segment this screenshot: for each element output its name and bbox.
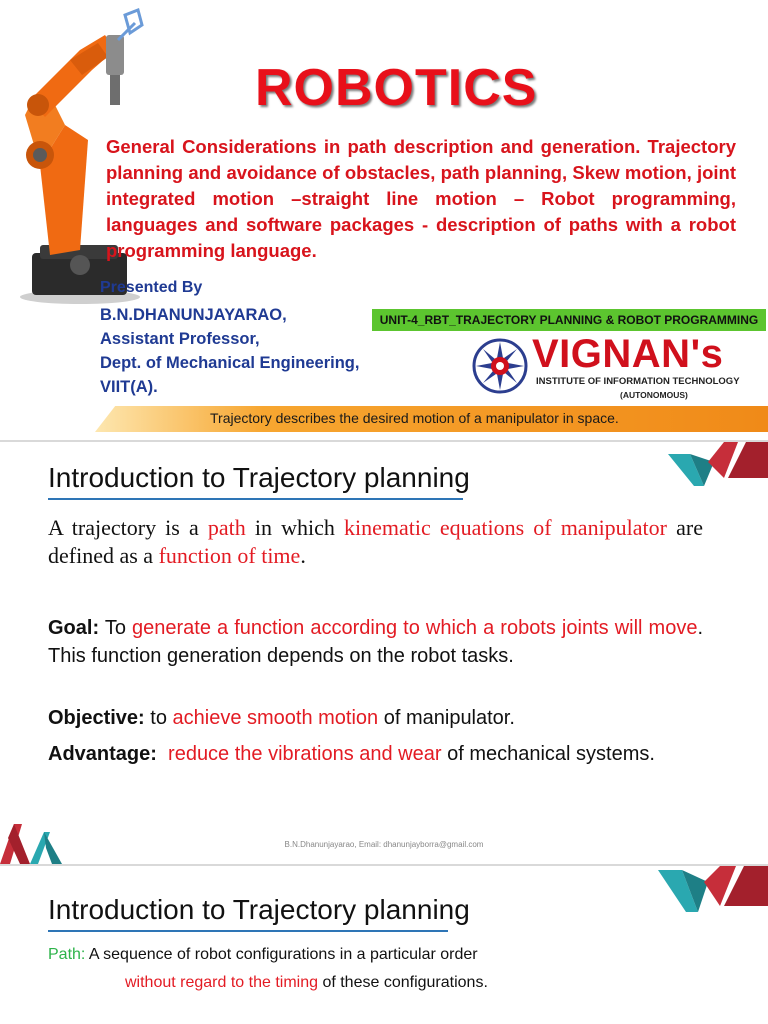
corner-logo-shape (668, 442, 768, 492)
presenter-institution: VIIT(A). (100, 378, 158, 396)
unit-badge: UNIT-4_RBT_TRAJECTORY PLANNING & ROBOT PROGRAMMING (372, 309, 766, 331)
advantage-label: Advantage: (48, 743, 157, 765)
path-definition-continued (125, 974, 488, 992)
objective-label: Objective: (48, 707, 145, 729)
objective-text: to (144, 707, 173, 729)
definition-highlight-time: function of time (158, 543, 301, 568)
trajectory-definition (48, 514, 703, 570)
tagline-text: Trajectory describes the desired motion of a manipulator in space. (210, 410, 619, 426)
path-text: A sequence of robot configurations in a particular order (85, 946, 478, 963)
footer-credit: B.N.Dhanunjayarao, Email: dhanunjayborra@gmail.com (284, 840, 484, 849)
institute-status: (AUTONOMOUS) (620, 390, 688, 400)
heading-underline (48, 930, 448, 932)
presenter-title: Assistant Professor, (100, 330, 260, 348)
presented-by-label: Presented By (100, 279, 203, 296)
corner-logo-shape (658, 866, 768, 916)
path-highlight: without regard to the timing (125, 974, 318, 991)
title-slide (0, 0, 768, 440)
path-text: of these configurations. (318, 974, 488, 991)
advantage-highlight: reduce the vibrations and wear (168, 743, 442, 765)
institute-name: VIGNAN's (532, 332, 724, 376)
path-slide (0, 866, 768, 1024)
institute-logo (470, 334, 765, 402)
goal-highlight: generate a function according to which a robots joints will move (132, 617, 698, 639)
goal-label: Goal: (48, 617, 100, 639)
path-definition (48, 946, 478, 964)
topics-text: General Considerations in path description and generation. Trajectory planning and avoidance of obstacles, path planning, Skew motion, joint integrated motion –straight line motion – Robot programming, languages and software packages - description of paths with a robot programming language. (106, 136, 736, 261)
slide-heading: Introduction to Trajectory planning (48, 462, 470, 493)
institute-subtitle: INSTITUTE OF INFORMATION TECHNOLOGY (536, 376, 740, 387)
definition-text: are defined as a (48, 515, 703, 568)
vignan-emblem-icon (472, 338, 528, 394)
definition-highlight-path: path (207, 515, 246, 540)
slide-title: ROBOTICS (255, 59, 538, 117)
definition-text: in which (245, 515, 344, 540)
definition-text: A trajectory is a (48, 515, 208, 540)
advantage-text: of mechanical systems. (441, 743, 655, 765)
presenter-department: Dept. of Mechanical Engineering, (100, 354, 360, 372)
goal-paragraph (48, 614, 703, 670)
goal-text: To (99, 617, 133, 639)
heading-underline (48, 498, 463, 500)
path-label: Path: (48, 946, 86, 963)
objective-paragraph (48, 704, 703, 732)
definition-text: . (300, 543, 306, 568)
slide-heading: Introduction to Trajectory planning (48, 894, 470, 925)
advantage-paragraph (48, 740, 703, 768)
presenter-details (100, 303, 359, 399)
objective-text: of manipulator. (378, 707, 515, 729)
definition-highlight-kinematic: kinematic equations of manipulator (343, 515, 667, 540)
goal-text: . This function generation depends on the robot tasks. (48, 617, 704, 667)
intro-slide (0, 442, 768, 864)
objective-highlight: achieve smooth motion (172, 707, 379, 729)
presenter-name: B.N.DHANUNJAYARAO, (100, 306, 287, 324)
